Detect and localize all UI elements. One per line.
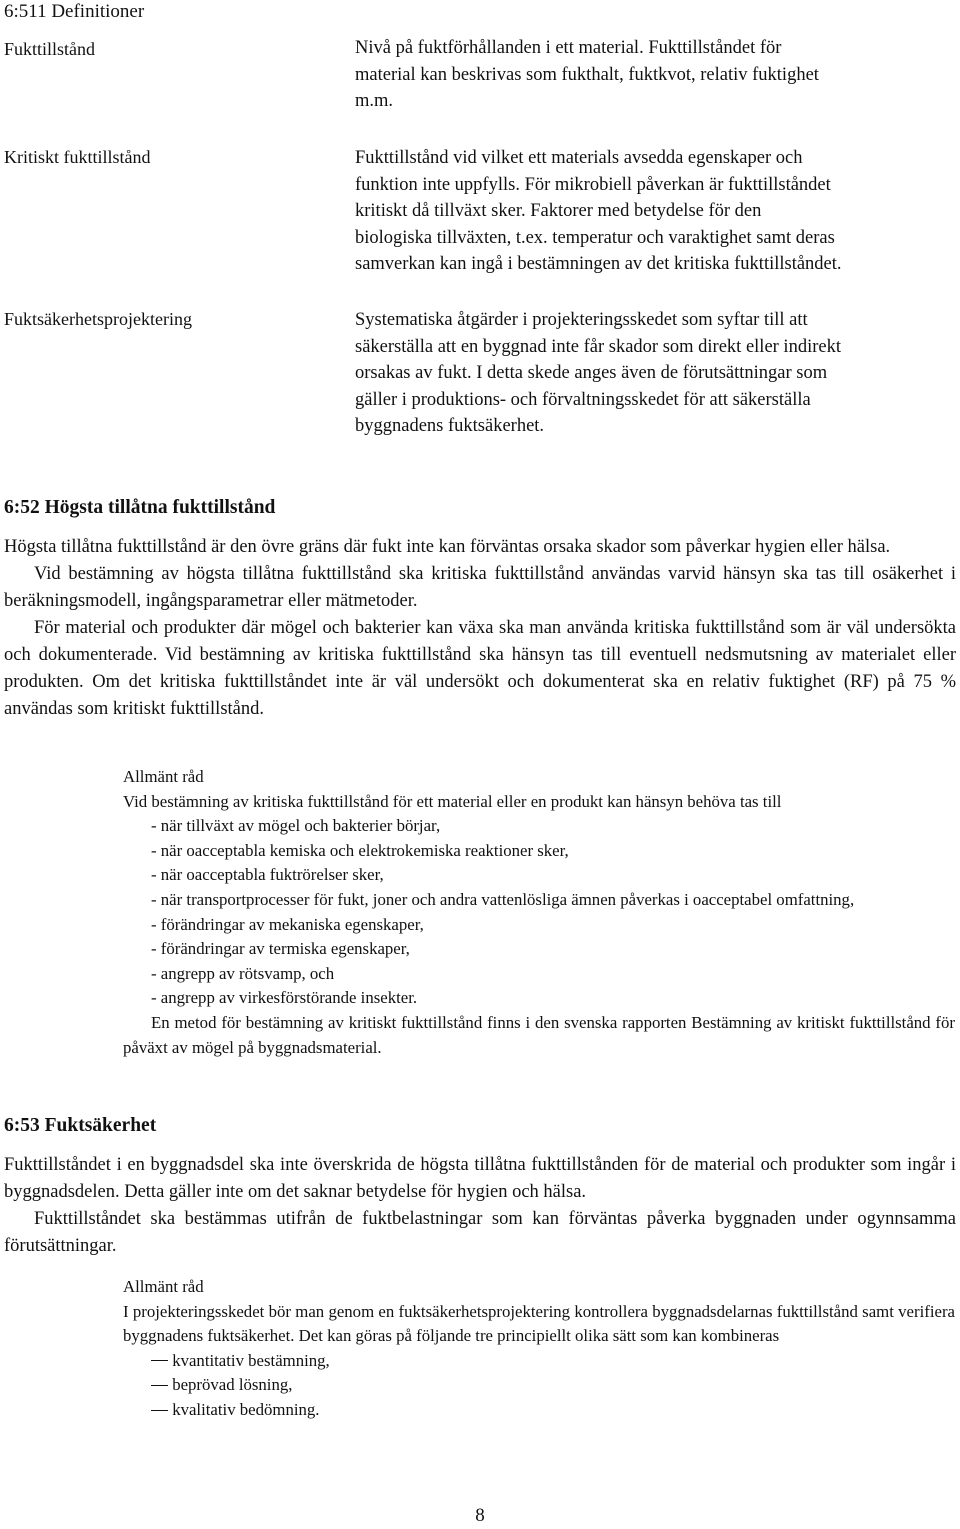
advice-label: Allmänt råd [123,1277,204,1296]
advice-653 [123,1275,955,1423]
dash-bullet [151,1410,168,1411]
definition-line: funktion inte uppfylls. För mikrobiell påverkan är fukttillståndet [355,174,831,195]
paragraph: För material och produkter där mögel och bakterier kan växa ska man använda kritiska fukttillstånd som är väl undersökta och dokumenterade. Vid bestämning av kritiska fukttillstånd ska hänsyn tas till eventuell nedsmutsning av materialet eller produkten. Om det kritiska fukttillståndet inte är väl undersökt och dokumenterat ska en relativ fuktighet (RF) på 75 % användas som kritiskt fukttillstånd. [4,618,956,719]
body-653 [4,1152,956,1260]
advice-item [123,1373,955,1398]
definition-term-fukttillstand: Fukttillstånd [4,39,96,59]
advice-item: - när transportprocesser för fukt, joner och andra vattenlösliga ämnen påverkas i oacceptabel omfattning, [151,889,855,909]
advice-intro: I projekteringsskedet bör man genom en fuktsäkerhetsprojektering kontrollera byggnadsdelarnas fukttillstånd samt verifiera byggnadens fuktsäkerhet. Det kan göras på följande tre principiellt olika sätt som kan kombineras [123,1301,955,1346]
definition-line: orsakas av fukt. I detta skede anges även de förutsättningar som [355,363,828,383]
advice-item: - när oacceptabla fuktrörelser sker, [151,865,384,885]
advice-item-text: kvantitativ bestämning, [172,1350,330,1370]
definition-term-kritiskt: Kritiskt fukttillstånd [4,147,151,167]
definition-line: Nivå på fuktförhållanden i ett material. Fukttillståndet för [355,38,782,58]
advice-label: Allmänt råd [123,767,204,786]
definition-line: material kan beskrivas som fukthalt, fuktkvot, relativ fuktighet [355,64,819,85]
definition-text-fuktsakerhetsprojektering [355,307,955,440]
section-title: 6:511 Definitioner [4,1,145,22]
paragraph: Högsta tillåtna fukttillstånd är den övre gräns där fukt inte kan förväntas orsaka skador som påverkar hygien eller hälsa. [4,537,891,557]
definition-line: Systematiska åtgärder i projekteringsskedet som syftar till att [355,310,808,330]
dash-bullet [151,1360,168,1361]
body-652 [4,534,956,723]
advice-closing: En metod för bestämning av kritiskt fukttillstånd finns i den svenska rapporten Bestämning av kritiskt fukttillstånd för påväxt av mögel på byggnadsmaterial. [123,1012,955,1057]
advice-item: - när oacceptabla kemiska och elektrokemiska reaktioner sker, [151,840,569,860]
advice-item-text: kvalitativ bedömning. [172,1399,320,1419]
dash-bullet [151,1385,168,1386]
advice-item: - när tillväxt av mögel och bakterier börjar, [151,816,441,836]
advice-item: - angrepp av rötsvamp, och [151,963,335,983]
page-number: 8 [475,1505,485,1526]
definition-text-fukttillstand [355,35,955,115]
definition-line: gäller i produktions- och förvaltningsskedet för att säkerställa [355,389,811,410]
paragraph: Vid bestämning av högsta tillåtna fukttillstånd ska kritiska fukttillstånd användas varvid hänsyn ska tas till osäkerhet i beräkningsmodell, ingångsparametrar eller mätmetoder. [4,564,956,611]
advice-item [123,1349,955,1374]
advice-intro: Vid bestämning av kritiska fukttillstånd för ett material eller en produkt kan hänsyn behöva tas till [123,791,782,811]
definition-line: samverkan kan ingå i bestämningen av det kritiska fukttillståndet. [355,254,842,274]
heading-652: 6:52 Högsta tillåtna fukttillstånd [4,497,276,518]
definition-line: biologiska tillväxten, t.ex. temperatur och varaktighet samt deras [355,227,835,248]
advice-item: - förändringar av termiska egenskaper, [151,939,410,959]
advice-item [123,1398,955,1423]
definition-term-fuktsakerhetsprojektering: Fuktsäkerhetsprojektering [4,309,192,329]
definition-line: m.m. [355,91,394,111]
advice-item: - angrepp av virkesförstörande insekter. [151,988,418,1008]
definition-text-kritiskt [355,145,955,278]
advice-652 [123,765,955,1060]
paragraph: Fukttillståndet i en byggnadsdel ska inte överskrida de högsta tillåtna fukttillstånden för de material och produkter som ingår i byggnadsdelen. Detta gäller inte om det saknar betydelse för hygien och hälsa. [4,1155,956,1202]
advice-item-text: beprövad lösning, [172,1375,293,1395]
definition-line: byggnadens fuktsäkerhet. [355,416,545,436]
definition-line: kritiskt då tillväxt sker. Faktorer med betydelse för den [355,201,762,221]
definition-line: Fukttillstånd vid vilket ett materials avsedda egenskaper och [355,148,803,168]
heading-653: 6:53 Fuktsäkerhet [4,1115,157,1136]
paragraph: Fukttillståndet ska bestämmas utifrån de fuktbelastningar som kan förväntas påverka byggnaden under ogynnsamma förutsättningar. [4,1209,956,1256]
advice-item: - förändringar av mekaniska egenskaper, [151,914,424,934]
definition-line: säkerställa att en byggnad inte får skador som direkt eller indirekt [355,336,841,357]
